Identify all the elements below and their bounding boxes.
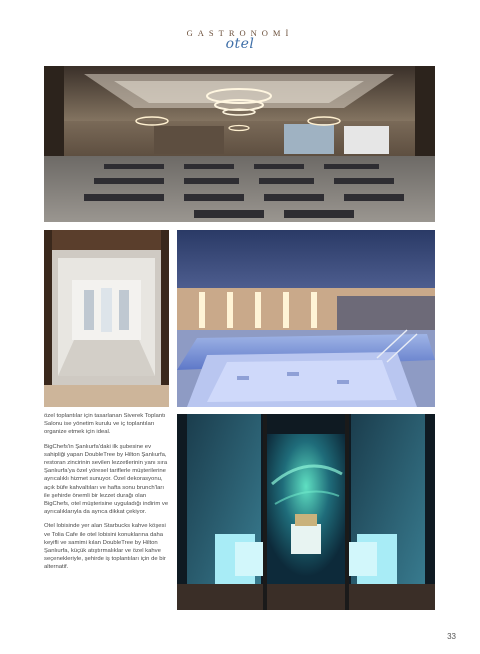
section-title: otel [225,36,255,52]
page-number: 33 [447,632,456,641]
paragraph-lobby-cafe: Otel lobisinde yer alan Starbucks kahve köşesi ve Tolia Cafe ile otel lobisini konuklarına daha keyifli ve samimi kılan DoubleTree by Hilton Şanlıurfa, küçük atıştırmalıklar ve özel kahve seçenekleriyle, şehirde iş toplantıları için de bir alternatif. [44,523,166,571]
paragraph-meeting-room: özel toplantılar için tasarlanan Siverek Toplantı Salonu ise yönetim kurulu ve iç toplantıları organize etmek için ideal. [44,413,166,436]
paragraph-bigchefs: BigChefs'in Şanlıurfa'daki ilk şubesine ev sahipliği yapan DoubleTree by Hilton Şanlıurfa, restoran zincirinin sevilen lezzetlerinin yanı sıra Şanlıurfa'ya özel yöresel tariflerle müşterilerine ayrıcalıklı hizmet sunuyor. Özel dekorasyonu, açık büfe kahvaltıları ve hafta sonu brunch'ları ile şehirde önemli bir lezzet durağı olan BigChefs, otel müşterisine uyguladığı indirim ve ayrıcalıklarıyla da ayrıca dikkat çekiyor. [44,443,169,516]
corridor-photo [44,230,169,407]
indoor-pool-photo [177,230,435,407]
spa-hammam-photo [177,414,435,610]
ballroom-photo [44,66,435,222]
article-body [44,412,171,578]
masthead [0,28,480,52]
magazine-brand: GASTRONOMİ [186,28,294,38]
